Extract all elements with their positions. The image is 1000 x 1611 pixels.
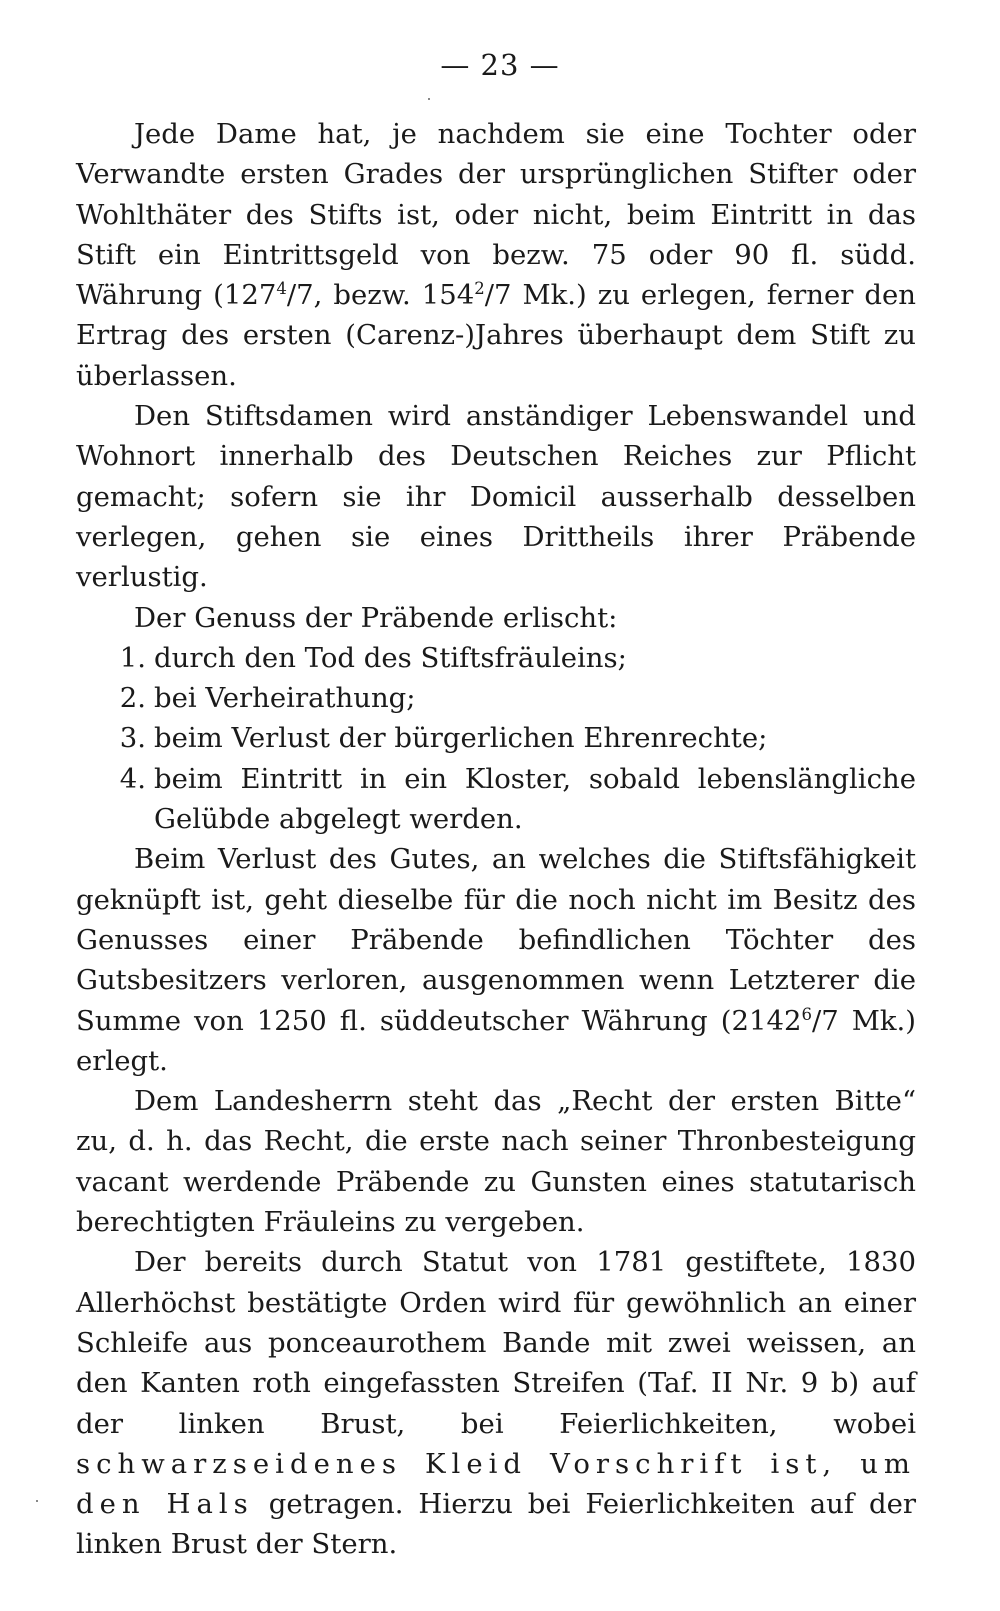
paragraph-conduct: Den Stiftsdamen wird anständiger Lebenswandel und Wohnort innerhalb des Deutschen Reiches zur Pflicht gemacht; sofern sie ihr Domicil ausserhalb desselben verlegen, gehen sie eines Drittheils ihrer Präbende verlustig. [76, 400, 916, 594]
paragraph-first-request: Dem Landesherrn steht das „Recht der ersten Bitte“ zu, d. h. das Recht, die erste nach seiner Thronbesteigung vacant werdende Präbende zu Gunsten eines statutarisch berechtigten Fräuleins zu vergeben. [76, 1085, 916, 1239]
list-text: beim Eintritt in ein Kloster, sobald lebenslängliche Gelübde abgelegt werden. [154, 762, 916, 836]
list-text: beim Verlust der bürgerlichen Ehrenrechte; [154, 722, 768, 755]
paragraph-text: getragen. Hierzu bei Feierlichkeiten auf der linken Brust der Stern. [76, 1488, 916, 1561]
list-number: 1. [119, 641, 146, 674]
paragraph-text: Jede Dame hat, je nachdem sie eine Tochter oder Verwandte ersten Grades der ursprünglichen Stifter oder Wohlthäter des Stifts ist, oder nicht, beim Eintritt in das Stift ein Eintrittsgeld von bezw. 75 oder 90 fl. südd. Währung (127 [76, 118, 916, 312]
paragraph-order [76, 1242, 916, 1564]
list-item [76, 759, 916, 840]
scan-speck [428, 98, 430, 100]
fraction-numerator: 4 [276, 279, 287, 299]
page-number: — 23 — [440, 48, 560, 82]
paragraph-text: /7 Mk.) zu erlegen, ferner den Ertrag des ersten (Carenz-)Jahres überhaupt dem Stift zu überlassen. [76, 279, 916, 392]
list-item [76, 718, 916, 758]
fraction-numerator: 2 [474, 279, 485, 299]
list-text: bei Verheirathung; [154, 682, 416, 715]
paragraph-text: Der bereits durch Statut von 1781 gestiftete, 1830 Allerhöchst bestätigte Orden wird für gewöhnlich an einer Schleife aus ponceaurothem Bande mit zwei weissen, an den Kanten roth eingefassten Streifen (Taf. II Nr. 9 b) auf der linken Brust, bei Feierlichkeiten, wobei [76, 1246, 916, 1440]
list-number: 2. [119, 682, 146, 715]
paragraph-entrance-fee [76, 114, 916, 396]
fraction-numerator: 6 [801, 1004, 812, 1024]
list-text: durch den Tod des Stiftsfräuleins; [154, 641, 627, 674]
paragraph-text: /7 Mk.) erlegt. [76, 1004, 916, 1077]
page-body [76, 114, 916, 1565]
conditions-list [76, 638, 916, 839]
paragraph-estate-loss [76, 839, 916, 1081]
paragraph-prebend-ends: Der Genuss der Präbende erlischt: [134, 601, 618, 634]
list-item [76, 638, 916, 678]
list-number: 4. [119, 762, 146, 795]
list-number: 3. [119, 722, 146, 755]
spaced-emphasis-text: schwarzseidenes Kleid Vorschrift ist, um den Hals [76, 1447, 916, 1521]
scan-speck [36, 1500, 38, 1502]
paragraph-text: /7, bezw. 154 [286, 279, 475, 312]
paragraph-text: Beim Verlust des Gutes, an welches die Stiftsfähigkeit geknüpft ist, geht dieselbe für die noch nicht im Besitz des Genusses einer Präbende befindlichen Töchter des Gutsbesitzers verloren, ausgenommen wenn Letzterer die Summe von 1250 fl. süddeutscher Währung (2142 [76, 843, 916, 1037]
list-item [76, 678, 916, 718]
